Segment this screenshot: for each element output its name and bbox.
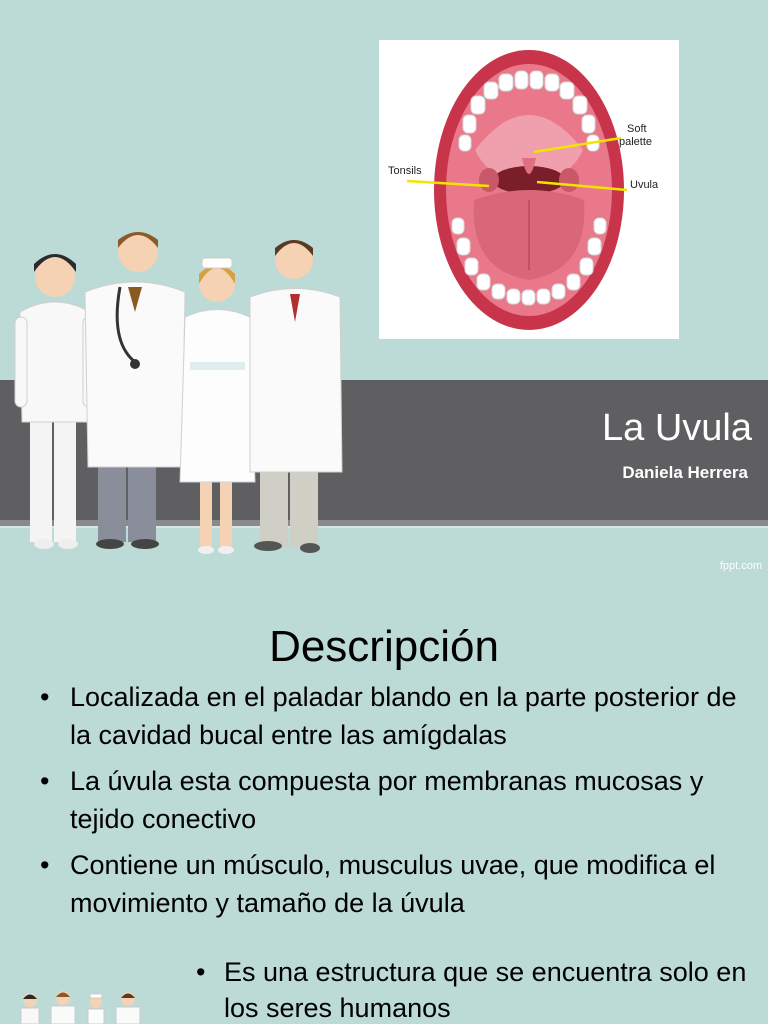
description-slide [0, 600, 768, 1024]
mouth-illustration [379, 40, 679, 339]
watermark: fppt.com [719, 560, 762, 572]
doctor-tie-figure [250, 240, 342, 553]
label-soft: Soft [627, 123, 647, 135]
slide-author: Daniela Herrera [622, 463, 748, 482]
medical-staff-illustration [10, 222, 355, 567]
bullet-item: • Contiene un músculo, musculus uvae, que modifica el movimiento y tamaño de la úvula [38, 846, 738, 922]
label-palette: palette [619, 136, 653, 148]
label-uvula: Uvula [630, 179, 659, 191]
mouth-diagram [379, 40, 679, 339]
bullet-list [38, 678, 738, 930]
slide-title: La Uvula [602, 407, 752, 449]
bullet-item: • Localizada en el paladar blando en la parte posterior de la cavidad bucal entre las amígdalas [38, 678, 738, 754]
bullet-item: • La úvula esta compuesta por membranas mucosas y tejido conectivo [38, 762, 738, 838]
nurse-left-figure [15, 254, 95, 549]
extra-bullet-list [194, 954, 754, 1024]
nurse-hat-figure [180, 258, 255, 554]
mini-staff-illustration [18, 990, 153, 1024]
bullet-item: • Es una estructura que se encuentra solo en los seres humanos [194, 954, 754, 1024]
label-tonsils: Tonsils [388, 165, 422, 177]
section-title: Descripción [269, 622, 499, 671]
doctor-stethoscope-figure [85, 232, 185, 549]
